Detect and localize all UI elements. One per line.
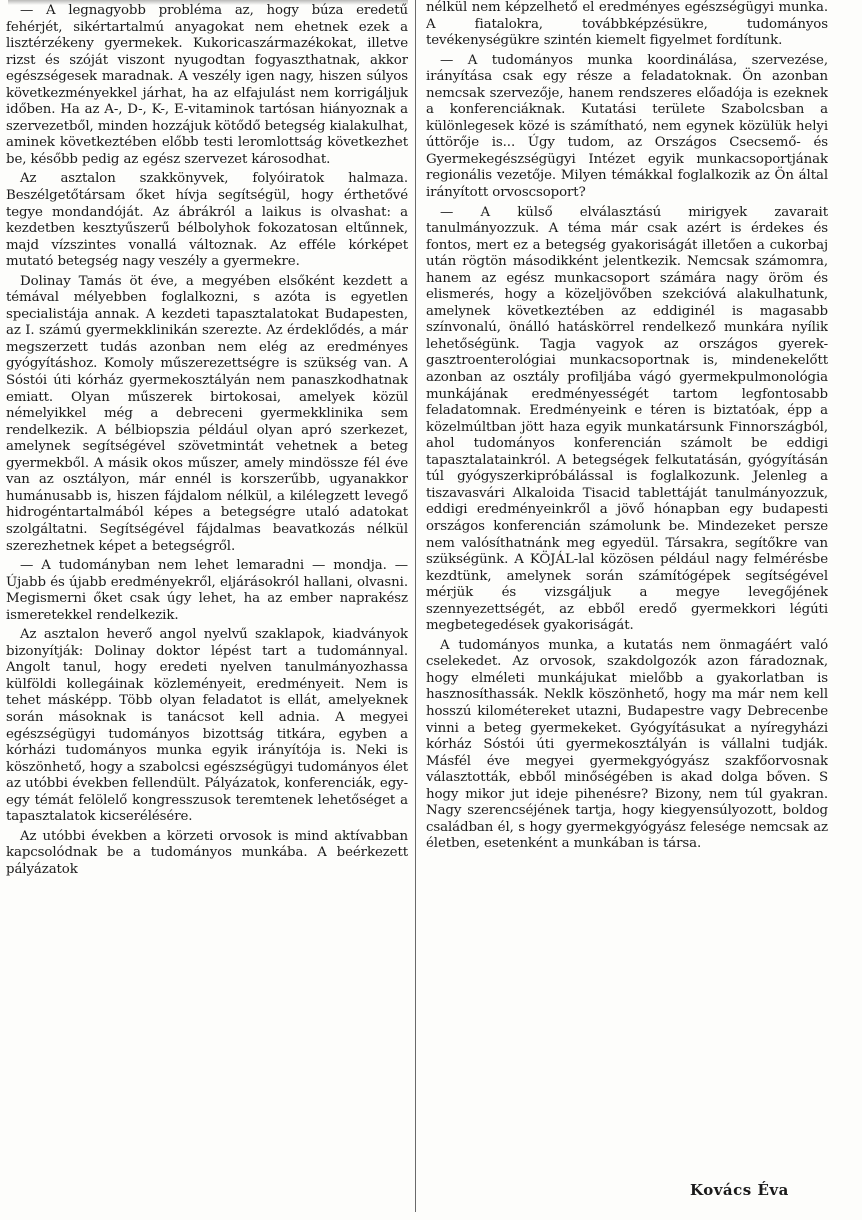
- paragraph: — A tudományos munka koordinálása, szervezése, irányítása csak egy része a feladatoknak. Ön azonban nemcsak szervezője, hanem rendszeres előadója is ezeknek a konferenciáknak. Kutatási területe Szabolcsban a különlegesek közé is számítható, nem egynek közülük helyi úttörője is... Úgy tudom, az Országos Csecsemő- és Gyermekegészségügyi Intézet egyik munkacsoportjának regionális vezetője. Milyen témákkal foglalkozik az Ön által irányított orvoscsoport?: [426, 52, 828, 201]
- article-left-column: [6, 0, 408, 1211]
- author-byline: Kovács Éva: [690, 1181, 789, 1199]
- column-divider: [415, 0, 416, 1212]
- paragraph: Dolinay Tamás öt éve, a megyében elsőként kezdett a témával mélyebben foglalkozni, s azóta is egyetlen specialistája annak. A kezdeti tapasztalatokat Budapesten, az I. számú gyermekklinikán szerezte. Az érdeklődés, a már megszerzett tudás azonban nem elég az eredményes gyógyításhoz. Komoly műszerezettségre is szükség van. A Sóstói úti kórház gyermekosztályán nem panaszkodhatnak emiatt. Olyan műszerek birtokosai, amelyek közül némelyikkel még a debreceni gyermekklinika sem rendelkezik. A bélbiopszia például olyan apró szerkezet, amelynek segítségével szövetmintát vehetnek a beteg gyermekből. A másik okos műszer, amely mindössze fél éve van az osztályon, már ennél is korszerűbb, ugyanakkor humánusabb is, hiszen fájdalom nélkül, a kilélegzett levegő hidrogéntartalmából képes a betegségre utaló adatokat szolgáltatni. Segítségével fájdalmas beavatkozás nélkül szerezhetnek képet a betegségről.: [6, 273, 408, 554]
- paragraph: — A tudományban nem lehet lemaradni — mondja. — Újabb és újabb eredményekről, eljárásokról hallani, olvasni. Megismerni őket csak úgy lehet, ha az ember naprakész ismeretekkel rendelkezik.: [6, 558, 408, 623]
- paragraph: A tudományos munka, a kutatás nem önmagáért való cselekedet. Az orvosok, szakdolgozók azon fáradoznak, hogy elméleti munkájukat mielőbb a gyakorlatban is hasznosíthassák. Neklk köszönhető, hogy ma már nem kell hosszú kilométereket utazni, Budapestre vagy Debrecenbe vinni a beteg gyermekeket. Gyógyításukat a nyíregyházi kórház Sóstói úti gyermekosztályán is vállalni tudják. Másfél éve megyei gyermekgyógyász szakfőorvosnak választották, ebből minőségében is akad dolga bőven. S hogy mikor jut ideje pihenésre? Bizony, nem túl gyakran. Nagy szerencséjének tartja, hogy kiegyensúlyozott, boldog családban él, s hogy gyermekgyógyász felesége nemcsak az életben, esetenként a munkában is társa.: [426, 637, 828, 852]
- paragraph: — A legnagyobb probléma az, hogy búza eredetű fehérjét, sikértartalmú anyagokat nem ehetnek ezek a lisztérzékeny gyermekek. Kukoricaszármazékokat, illetve rizst és szóját viszont nyugodtan fogyaszthatnak, akkor egészségesek maradnak. A veszély igen nagy, hiszen súlyos következményekkel járhat, ha az elfajulást nem korrigáljuk időben. Ha az A-, D-, K-, E-vitaminok tartósan hiányoznak a szervezetből, minden hozzájuk kötődő betegség kialakulhat, aminek következtében előbb testi leromlottság következhet be, később pedig az egész szervezet károsodhat.: [6, 3, 408, 167]
- paragraph: — A külső elválasztású mirigyek zavarait tanulmányozzuk. A téma már csak azért is érdekes és fontos, mert ez a betegség gyakoriságát illetően a cukorbaj után rögtön másodikként jelentkezik. Nemcsak számomra, hanem az egész munkacsoport számára nagy öröm és elismerés, hogy a közeljövőben szekcióvá alakulhatunk, amelynek következtében az eddiginél is magasabb színvonalú, önálló hatáskörrel rendelkező munkára nyílik lehetőségünk. Tagja vagyok az országos gyerek-gasztroenterológiai munkacsoportnak is, mindenekelőtt azonban az osztály profiljába vágó gyermekpulmonológia munkájának eredményességét tartom legfontosabb feladatomnak. Eredményeink e téren is biztatóak, épp a közelmúltban jött haza egyik munkatársunk Finnországból, ahol tudományos konferencián számolt be eddigi tapasztalatainkról. A betegségek felkutatásán, gyógyításán túl gyógyszerkipróbálással is foglalkozunk. Jelenleg a tiszavasvári Alkaloida Tisacid tablettáját tanulmányozzuk, eddigi eredményeinkről a jövő hónapban egy budapesti országos konferencián számolunk be. Mindezeket persze nem valósíthatnánk meg egyedül. Társakra, segítőkre van szükségünk. A KÖJÁL-lal közösen például nagy felmérésbe kezdtünk, amelynek során számítógépek segítségével mérjük és vizsgáljuk a megye levegőjének szennyezettségét, az ebből eredő gyermekkori légúti megbetegedések gyakoriságát.: [426, 204, 828, 634]
- article-right-column: [426, 0, 828, 1180]
- paragraph: Az asztalon szakkönyvek, folyóiratok halmaza. Beszélgetőtársam őket hívja segítségül, hogy érthetővé tegye mondandóját. Az ábrákról a laikus is olvashat: a kezdetben kesztyűszerű bélbolyhok fokozatosan eltűnnek, majd vízszintes vonallá változnak. Az efféle kórképet mutató betegség nagy veszély a gyermekre.: [6, 171, 408, 270]
- paragraph: Az utóbbi években a körzeti orvosok is mind aktívabban kapcsolódnak be a tudományos munkába. A beérkezett pályázatok: [6, 828, 408, 877]
- paragraph: Az asztalon heverő angol nyelvű szaklapok, kiadványok bizonyítják: Dolinay doktor lépést tart a tudománnyal. Angolt tanul, hogy eredeti nyelven tanulmányozhassa külföldi kollegáinak közleményeit, eredményeit. Nem is tehet másképp. Több olyan feladatot is ellát, amelyeknek során másoknak is tanácsot kell adnia. A megyei egészségügyi tudományos bizottság titkára, egyben a kórházi tudományos munka egyik irányítója is. Neki is köszönhető, hogy a szabolcsi egészségügyi tudományos élet az utóbbi években fellendült. Pályázatok, konferenciák, egy-egy témát felölelő kongresszusok teremtenek lehetőséget a tapasztalatok kicserélésére.: [6, 627, 408, 825]
- paragraph: nélkül nem képzelhető el eredményes egészségügyi munka. A fiatalokra, továbbképzésükre, tudományos tevékenységükre szintén kiemelt figyelmet fordítunk.: [426, 0, 828, 49]
